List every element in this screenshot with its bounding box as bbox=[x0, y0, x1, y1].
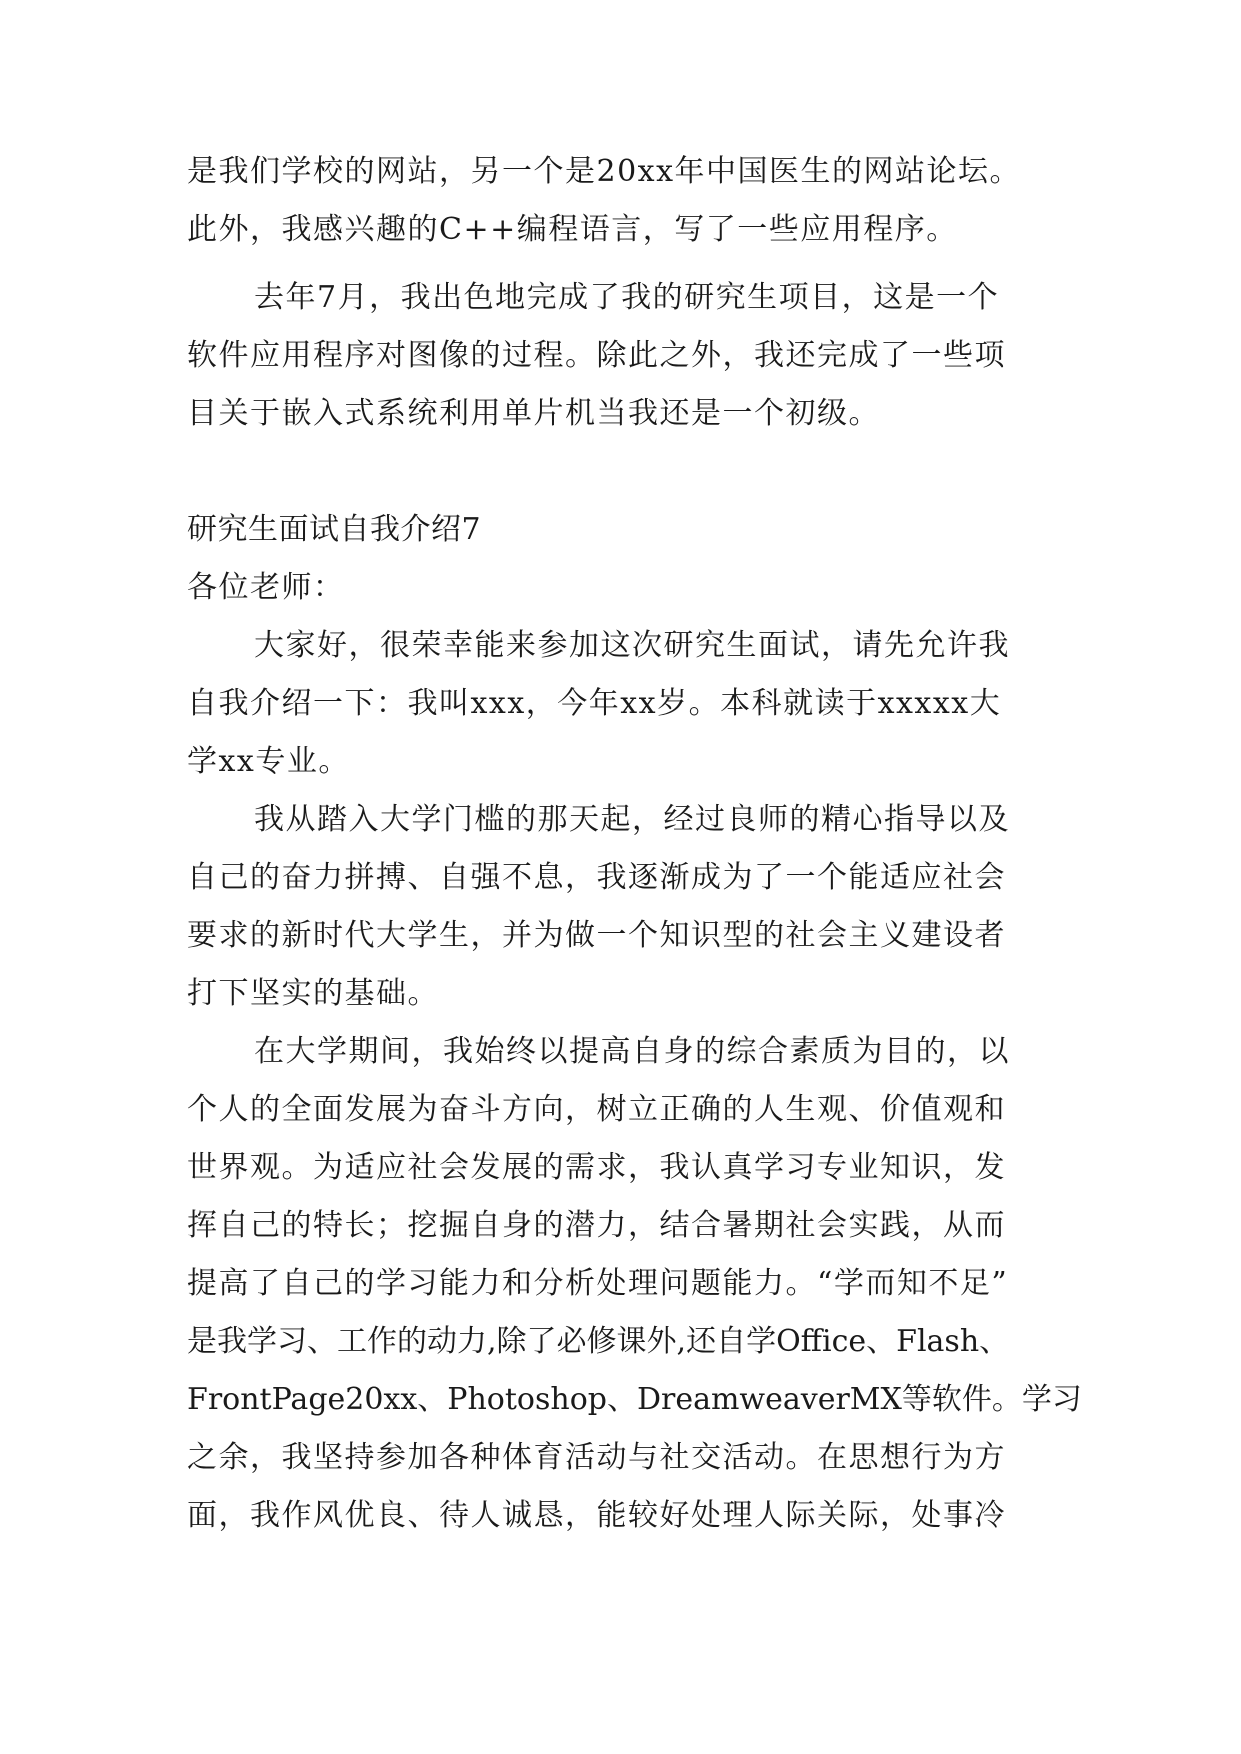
paragraph-line: 软件应用程序对图像的过程。除此之外，我还完成了一些项 bbox=[187, 338, 1006, 373]
paragraph-line: 是我们学校的网站，另一个是20xx年中国医生的网站论坛。 bbox=[187, 154, 1022, 189]
paragraph-line: 挥自己的特长；挖掘自身的潜力，结合暑期社会实践，从而 bbox=[187, 1208, 1006, 1243]
paragraph-line: 自己的奋力拼搏、自强不息，我逐渐成为了一个能适应社会 bbox=[187, 860, 1006, 895]
paragraph-line: 我从踏入大学门槛的那天起，经过良师的精心指导以及 bbox=[254, 802, 1010, 837]
paragraph-line: 打下坚实的基础。 bbox=[187, 976, 439, 1011]
paragraph-line: 提高了自己的学习能力和分析处理问题能力。“学而知不足” bbox=[187, 1266, 1009, 1301]
paragraph-line: 学xx专业。 bbox=[187, 744, 350, 779]
paragraph-line: 在大学期间，我始终以提高自身的综合素质为目的，以 bbox=[254, 1034, 1010, 1069]
paragraph-line: 是我学习、工作的动力,除了必修课外,还自学Office、Flash、 bbox=[187, 1324, 1010, 1359]
paragraph-line: 此外，我感兴趣的C++编程语言，写了一些应用程序。 bbox=[187, 212, 958, 247]
paragraph-line: 之余，我坚持参加各种体育活动与社交活动。在思想行为方 bbox=[187, 1440, 1006, 1475]
salutation: 各位老师： bbox=[187, 570, 345, 605]
paragraph-line: 自我介绍一下：我叫xxx，今年xx岁。本科就读于xxxxx大 bbox=[187, 686, 1002, 721]
paragraph-line: 目关于嵌入式系统利用单片机当我还是一个初级。 bbox=[187, 396, 880, 431]
paragraph-line: FrontPage20xx、Photoshop、DreamweaverMX等软件。学习 bbox=[187, 1382, 1082, 1417]
paragraph-line: 大家好，很荣幸能来参加这次研究生面试，请先允许我 bbox=[254, 628, 1010, 663]
paragraph-line: 个人的全面发展为奋斗方向，树立正确的人生观、价值观和 bbox=[187, 1092, 1006, 1127]
paragraph-line: 世界观。为适应社会发展的需求，我认真学习专业知识，发 bbox=[187, 1150, 1006, 1185]
paragraph-line: 去年7月，我出色地完成了我的研究生项目，这是一个 bbox=[254, 280, 1000, 315]
paragraph-line: 面，我作风优良、待人诚恳，能较好处理人际关际，处事冷 bbox=[187, 1498, 1006, 1533]
section-heading: 研究生面试自我介绍7 bbox=[187, 512, 482, 547]
paragraph-line: 要求的新时代大学生，并为做一个知识型的社会主义建设者 bbox=[187, 918, 1006, 953]
